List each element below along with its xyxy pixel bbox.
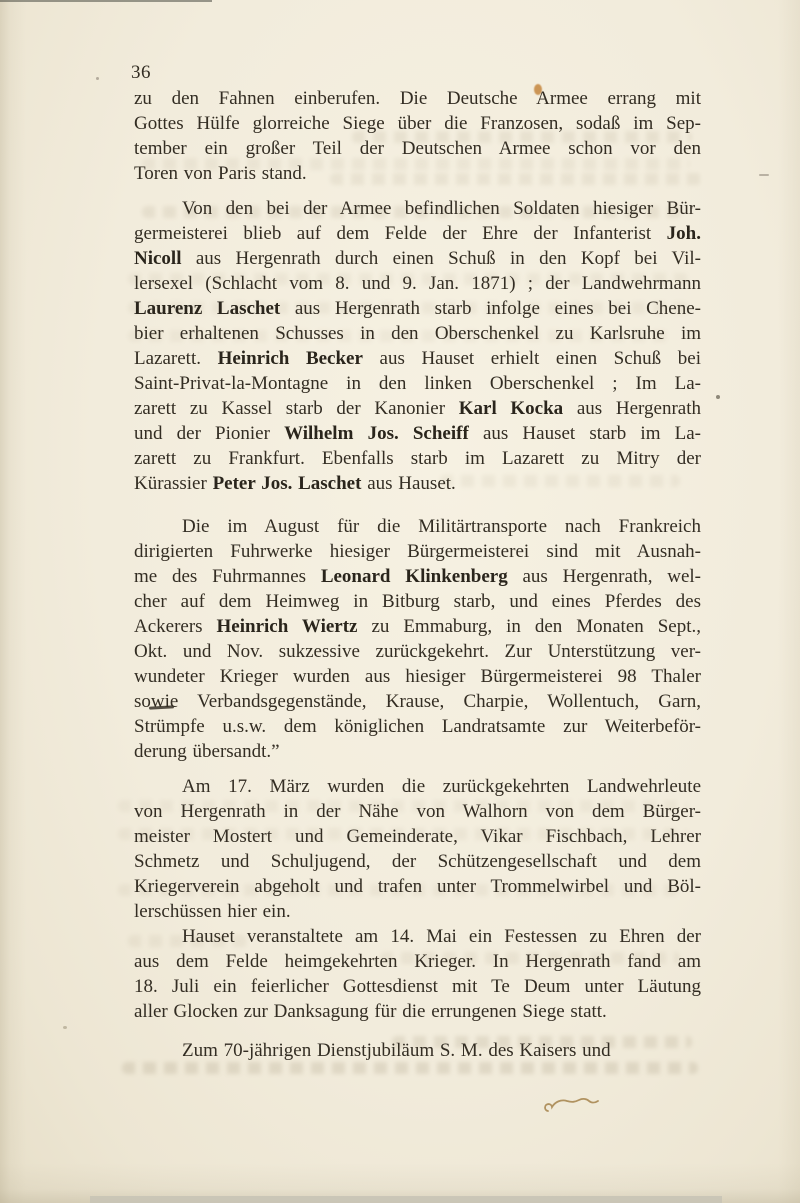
text-line: germeisterei blieb auf dem Felde der Ehre der Infanterist Joh.	[134, 223, 701, 244]
text-line: Laurenz Laschet aus Hergenrath starb infolge eines bei Chene-	[134, 298, 701, 319]
text-line: Saint-Privat-la-Montagne in den linken Oberschenkel ; Im La-	[134, 373, 701, 394]
text-line: Von den bei der Armee befindlichen Soldaten hiesiger Bür-	[182, 198, 701, 219]
text-line: lersexel (Schlacht vom 8. und 9. Jan. 1871) ; der Landwehrmann	[134, 273, 701, 294]
show-through	[122, 1062, 698, 1074]
text-line: zarett zu Kassel starb der Kanonier Karl Kocka aus Hergenrath	[134, 398, 701, 419]
text-line: von Hergenrath in der Nähe von Walhorn von dem Bürger-	[134, 801, 701, 822]
ink-speck	[96, 77, 99, 80]
text-line: wundeter Krieger wurden aus hiesiger Bürgermeisterei 98 Thaler	[134, 666, 701, 687]
paragraph	[134, 774, 701, 924]
text-line: Ackerers Heinrich Wiertz zu Emmaburg, in den Monaten Sept.,	[134, 616, 701, 637]
text-line: me des Fuhrmannes Leonard Klinkenberg aus Hergenrath, wel-	[134, 566, 701, 587]
pen-squiggle-mark	[541, 1088, 607, 1118]
text-line: Am 17. März wurden die zurückgekehrten Landwehrleute	[182, 776, 701, 797]
paragraph	[134, 514, 701, 764]
paragraph	[134, 1038, 701, 1063]
text-line: 18. Juli ein feierlicher Gottesdienst mit Te Deum unter Läutung	[134, 976, 701, 997]
text-line: Nicoll aus Hergenrath durch einen Schuß in den Kopf bei Vil-	[134, 248, 701, 269]
text-line: Die im August für die Militärtransporte nach Frankreich	[182, 516, 701, 537]
text-line: Schmetz und Schuljugend, der Schützengesellschaft und dem	[134, 851, 701, 872]
text-line: dirigierten Fuhrwerke hiesiger Bürgermeisterei sind mit Ausnah-	[134, 541, 701, 562]
text-line: Kriegerverein abgeholt und trafen unter Trommelwirbel und Böl-	[134, 876, 701, 897]
text-line: Okt. und Nov. sukzessive zurückgekehrt. Zur Unterstützung ver-	[134, 641, 701, 662]
text-line: zarett zu Frankfurt. Ebenfalls starb im Lazarett zu Mitry der	[134, 448, 701, 469]
page-bottom-edge	[90, 1196, 722, 1203]
text-line: Zum 70-jährigen Dienstjubiläum S. M. des Kaisers und	[182, 1040, 611, 1061]
text-line: und der Pionier Wilhelm Jos. Scheiff aus Hauset starb im La-	[134, 423, 701, 444]
text-line: cher auf dem Heimweg in Bitburg starb, und eines Pferdes des	[134, 591, 701, 612]
text-line: aus dem Felde heimgekehrten Krieger. In Hergenrath fand am	[134, 951, 701, 972]
text-line: zu den Fahnen einberufen. Die Deutsche Armee errang mit	[134, 88, 701, 109]
page-number: 36	[131, 62, 151, 83]
paragraph	[134, 196, 701, 496]
text-line: Toren von Paris stand.	[134, 163, 307, 184]
text-line: derung übersandt.”	[134, 741, 280, 762]
text-line: aller Glocken zur Danksagung für die errungenen Siege statt.	[134, 1001, 607, 1022]
text-line: tember ein großer Teil der Deutschen Armee schon vor den	[134, 138, 701, 159]
paragraph	[134, 924, 701, 1024]
text-line: sowie Verbandsgegenstände, Krause, Charpie, Wollentuch, Garn,	[134, 691, 701, 712]
text-line: Kürassier Peter Jos. Laschet aus Hauset.	[134, 473, 456, 494]
ink-speck	[63, 1026, 67, 1029]
margin-dash-mark	[759, 174, 769, 176]
text-line: Gottes Hülfe glorreiche Siege über die Franzosen, sodaß im Sep-	[134, 113, 701, 134]
scan-edge-sliver	[0, 0, 212, 2]
text-line: Strümpfe u.s.w. dem königlichen Landratsamte zur Weiterbeför-	[134, 716, 701, 737]
text-line: Hauset veranstaltete am 14. Mai ein Festessen zu Ehren der	[182, 926, 701, 947]
text-line: lerschüssen hier ein.	[134, 901, 291, 922]
text-line: bier erhaltenen Schusses in den Oberschenkel zu Karlsruhe im	[134, 323, 701, 344]
text-line: meister Mostert und Gemeinderate, Vikar Fischbach, Lehrer	[134, 826, 701, 847]
text-line: Lazarett. Heinrich Becker aus Hauset erhielt einen Schuß bei	[134, 348, 701, 369]
paragraph	[134, 86, 701, 186]
ink-speck	[716, 395, 720, 399]
text-block	[134, 86, 701, 1063]
